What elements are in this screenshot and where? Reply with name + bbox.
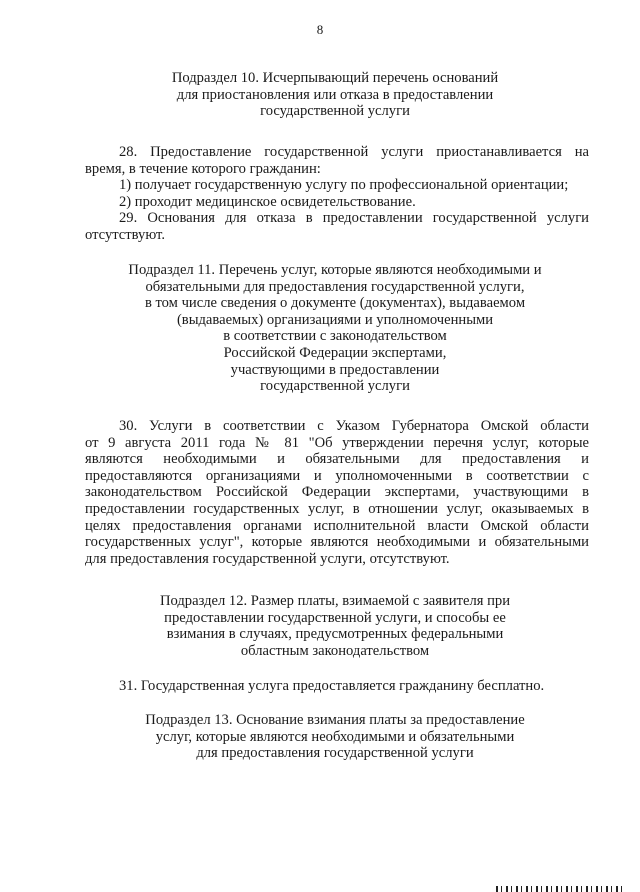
paragraph-30-line: предоставлении государственных услуг, в отношении услуг, оказываемых в [85, 500, 589, 517]
paragraph-30-line: 30. Услуги в соответствии с Указом Губернатора Омской области [119, 418, 589, 434]
scan-artifact [496, 886, 626, 892]
section-10-body [85, 144, 589, 244]
paragraph-29-line: отсутствуют. [85, 226, 165, 243]
paragraph-29-line: 29. Основания для отказа в предоставлении государственной услуги [119, 210, 589, 227]
section-10-heading [60, 70, 610, 120]
heading-line: в том числе сведения о документе (документах), выдаваемом [144, 295, 526, 312]
heading-line: обязательными для предоставления государственной услуги, [145, 278, 525, 295]
paragraph-31-line: 31. Государственная услуга предоставляется гражданину бесплатно. [119, 678, 545, 694]
heading-line: Подраздел 11. Перечень услуг, которые являются необходимыми и [128, 262, 542, 278]
page-number: 8 [316, 22, 324, 37]
section-11-heading [60, 262, 610, 395]
paragraph-30-line: законодательством Российской Федерации экспертами, участвующими в [85, 484, 589, 501]
list-item-1: 1) получает государственную услугу по профессиональной ориентации; [119, 177, 569, 194]
paragraph-30-line: целях предоставления органами исполнительной власти Омской области [85, 517, 589, 534]
paragraph-30-line: от 9 августа 2011 года № 81 "Об утверждении перечня услуг, которые [85, 434, 589, 451]
heading-line: областным законодательством [240, 642, 430, 659]
paragraph-30-line: государственных услуг", которые являются необходимыми и обязательными [85, 534, 589, 551]
heading-line: (выдаваемых) организациями и уполномоченными [176, 311, 494, 328]
heading-line: услуг, которые являются необходимыми и обязательными [155, 728, 515, 745]
heading-line: для приостановления или отказа в предоставлении [176, 86, 494, 103]
paragraph-30-line: предоставляются организациями и уполномоченными в соответствии с [85, 467, 589, 484]
heading-line: государственной услуги [260, 378, 410, 395]
heading-line: для предоставления государственной услуги [196, 745, 474, 762]
list-item-2: 2) проходит медицинское освидетельствование. [119, 193, 416, 210]
heading-line: Подраздел 12. Размер платы, взимаемой с заявителя при [159, 593, 511, 609]
paragraph-31 [85, 678, 589, 695]
heading-line: взимания в случаях, предусмотренных федеральными [166, 626, 504, 643]
paragraph-30-line: для предоставления государственной услуги, отсутствуют. [85, 550, 450, 567]
section-12-heading [60, 593, 610, 659]
heading-line: участвующими в предоставлении [230, 361, 440, 378]
paragraph-28-line: время, в течение которого гражданин: [85, 160, 321, 177]
paragraph-30 [85, 418, 589, 567]
heading-line: Подраздел 10. Исчерпывающий перечень оснований [171, 70, 499, 86]
paragraph-28-line: 28. Предоставление государственной услуги приостанавливается на [119, 144, 589, 160]
heading-line: государственной услуги [260, 103, 410, 120]
heading-line: Подраздел 13. Основание взимания платы за предоставление [145, 712, 525, 728]
heading-line: Российской Федерации экспертами, [223, 344, 447, 361]
heading-line: в соответствии с законодательством [223, 328, 447, 345]
section-13-heading [60, 712, 610, 762]
heading-line: предоставлении государственной услуги, и способы ее [164, 609, 506, 626]
paragraph-30-line: являются необходимыми и обязательными для предоставления и [85, 451, 589, 468]
